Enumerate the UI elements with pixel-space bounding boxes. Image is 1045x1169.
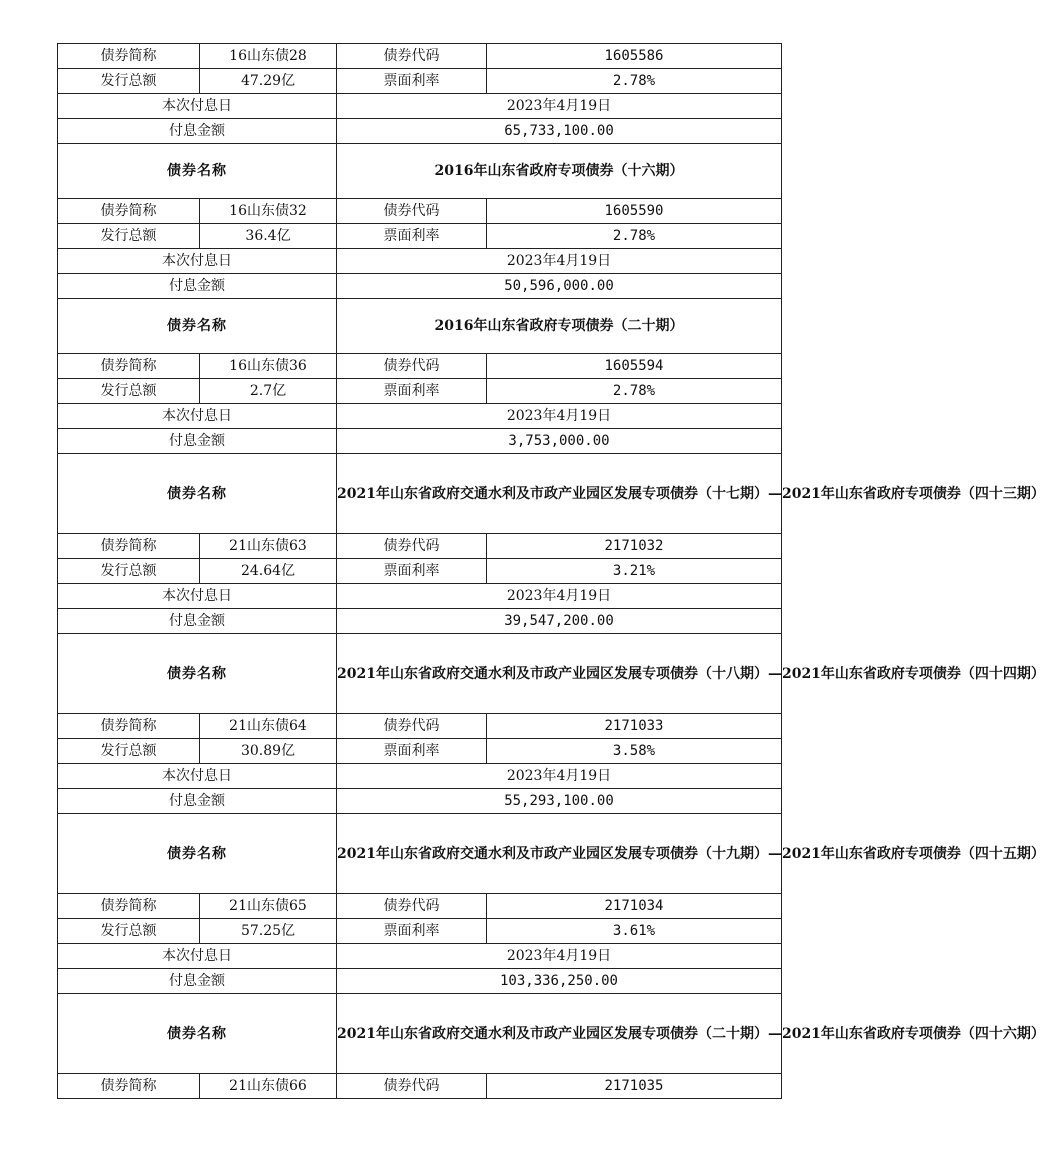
code-label: 债券代码 xyxy=(337,199,487,224)
pay-amount-value: 3,753,000.00 xyxy=(337,429,782,454)
bond-name-value: 2016年山东省政府专项债券（十六期） xyxy=(337,144,782,199)
pay-amount-label: 付息金额 xyxy=(58,609,337,634)
short-name-label: 债券简称 xyxy=(58,199,200,224)
issue-amount-label: 发行总额 xyxy=(58,224,200,249)
short-name-label: 债券简称 xyxy=(58,534,200,559)
issue-amount-label: 发行总额 xyxy=(58,559,200,584)
coupon-value: 2.78% xyxy=(487,69,782,94)
pay-date-value: 2023年4月19日 xyxy=(337,404,782,429)
issue-amount-value: 30.89亿 xyxy=(200,739,337,764)
coupon-value: 2.78% xyxy=(487,379,782,404)
bond-name-label: 债券名称 xyxy=(58,634,337,714)
issue-amount-label: 发行总额 xyxy=(58,379,200,404)
pay-amount-value: 65,733,100.00 xyxy=(337,119,782,144)
code-label: 债券代码 xyxy=(337,354,487,379)
code-label: 债券代码 xyxy=(337,714,487,739)
bond-interest-table xyxy=(57,43,1045,1099)
short-name-label: 债券简称 xyxy=(58,714,200,739)
short-name-label: 债券简称 xyxy=(58,1074,200,1099)
issue-amount-value: 2.7亿 xyxy=(200,379,337,404)
pay-date-value: 2023年4月19日 xyxy=(337,249,782,274)
short-name-value: 21山东债65 xyxy=(200,894,337,919)
bond-name-label: 债券名称 xyxy=(58,299,337,354)
bond-name-label: 债券名称 xyxy=(58,994,337,1074)
issue-amount-value: 24.64亿 xyxy=(200,559,337,584)
coupon-label: 票面利率 xyxy=(337,919,487,944)
pay-date-label: 本次付息日 xyxy=(58,249,337,274)
short-name-label: 债券简称 xyxy=(58,354,200,379)
pay-date-value: 2023年4月19日 xyxy=(337,764,782,789)
code-value: 1605586 xyxy=(487,44,782,69)
pay-date-label: 本次付息日 xyxy=(58,404,337,429)
code-value: 2171032 xyxy=(487,534,782,559)
pay-amount-label: 付息金额 xyxy=(58,274,337,299)
bond-name-label: 债券名称 xyxy=(58,814,337,894)
bond-name-label: 债券名称 xyxy=(58,144,337,199)
code-value: 2171034 xyxy=(487,894,782,919)
pay-date-label: 本次付息日 xyxy=(58,94,337,119)
short-name-value: 16山东债28 xyxy=(200,44,337,69)
coupon-value: 3.21% xyxy=(487,559,782,584)
pay-amount-value: 50,596,000.00 xyxy=(337,274,782,299)
coupon-label: 票面利率 xyxy=(337,739,487,764)
pay-amount-label: 付息金额 xyxy=(58,969,337,994)
short-name-value: 21山东债63 xyxy=(200,534,337,559)
coupon-label: 票面利率 xyxy=(337,69,487,94)
pay-amount-value: 55,293,100.00 xyxy=(337,789,782,814)
code-label: 债券代码 xyxy=(337,44,487,69)
issue-amount-label: 发行总额 xyxy=(58,739,200,764)
issue-amount-value: 47.29亿 xyxy=(200,69,337,94)
issue-amount-value: 36.4亿 xyxy=(200,224,337,249)
issue-amount-label: 发行总额 xyxy=(58,919,200,944)
code-label: 债券代码 xyxy=(337,894,487,919)
issue-amount-label: 发行总额 xyxy=(58,69,200,94)
pay-amount-value: 39,547,200.00 xyxy=(337,609,782,634)
bond-name-value: 2021年山东省政府交通水利及市政产业园区发展专项债券（十九期）—2021年山东省政府专项债券（四十五期） xyxy=(337,814,782,894)
short-name-value: 16山东债32 xyxy=(200,199,337,224)
short-name-value: 21山东债64 xyxy=(200,714,337,739)
coupon-label: 票面利率 xyxy=(337,224,487,249)
coupon-label: 票面利率 xyxy=(337,379,487,404)
bond-name-value: 2016年山东省政府专项债券（二十期） xyxy=(337,299,782,354)
code-value: 1605590 xyxy=(487,199,782,224)
short-name-value: 21山东债66 xyxy=(200,1074,337,1099)
bond-name-value: 2021年山东省政府交通水利及市政产业园区发展专项债券（十八期）—2021年山东省政府专项债券（四十四期） xyxy=(337,634,782,714)
bond-name-value: 2021年山东省政府交通水利及市政产业园区发展专项债券（十七期）—2021年山东省政府专项债券（四十三期） xyxy=(337,454,782,534)
bond-name-value: 2021年山东省政府交通水利及市政产业园区发展专项债券（二十期）—2021年山东省政府专项债券（四十六期） xyxy=(337,994,782,1074)
pay-date-value: 2023年4月19日 xyxy=(337,944,782,969)
coupon-value: 3.58% xyxy=(487,739,782,764)
code-value: 2171033 xyxy=(487,714,782,739)
pay-date-label: 本次付息日 xyxy=(58,764,337,789)
short-name-label: 债券简称 xyxy=(58,44,200,69)
bond-name-label: 债券名称 xyxy=(58,454,337,534)
pay-amount-value: 103,336,250.00 xyxy=(337,969,782,994)
coupon-value: 2.78% xyxy=(487,224,782,249)
pay-amount-label: 付息金额 xyxy=(58,429,337,454)
code-label: 债券代码 xyxy=(337,1074,487,1099)
code-value: 2171035 xyxy=(487,1074,782,1099)
pay-amount-label: 付息金额 xyxy=(58,789,337,814)
short-name-label: 债券简称 xyxy=(58,894,200,919)
code-value: 1605594 xyxy=(487,354,782,379)
coupon-label: 票面利率 xyxy=(337,559,487,584)
pay-date-value: 2023年4月19日 xyxy=(337,94,782,119)
pay-date-value: 2023年4月19日 xyxy=(337,584,782,609)
issue-amount-value: 57.25亿 xyxy=(200,919,337,944)
pay-date-label: 本次付息日 xyxy=(58,944,337,969)
coupon-value: 3.61% xyxy=(487,919,782,944)
code-label: 债券代码 xyxy=(337,534,487,559)
pay-date-label: 本次付息日 xyxy=(58,584,337,609)
pay-amount-label: 付息金额 xyxy=(58,119,337,144)
short-name-value: 16山东债36 xyxy=(200,354,337,379)
